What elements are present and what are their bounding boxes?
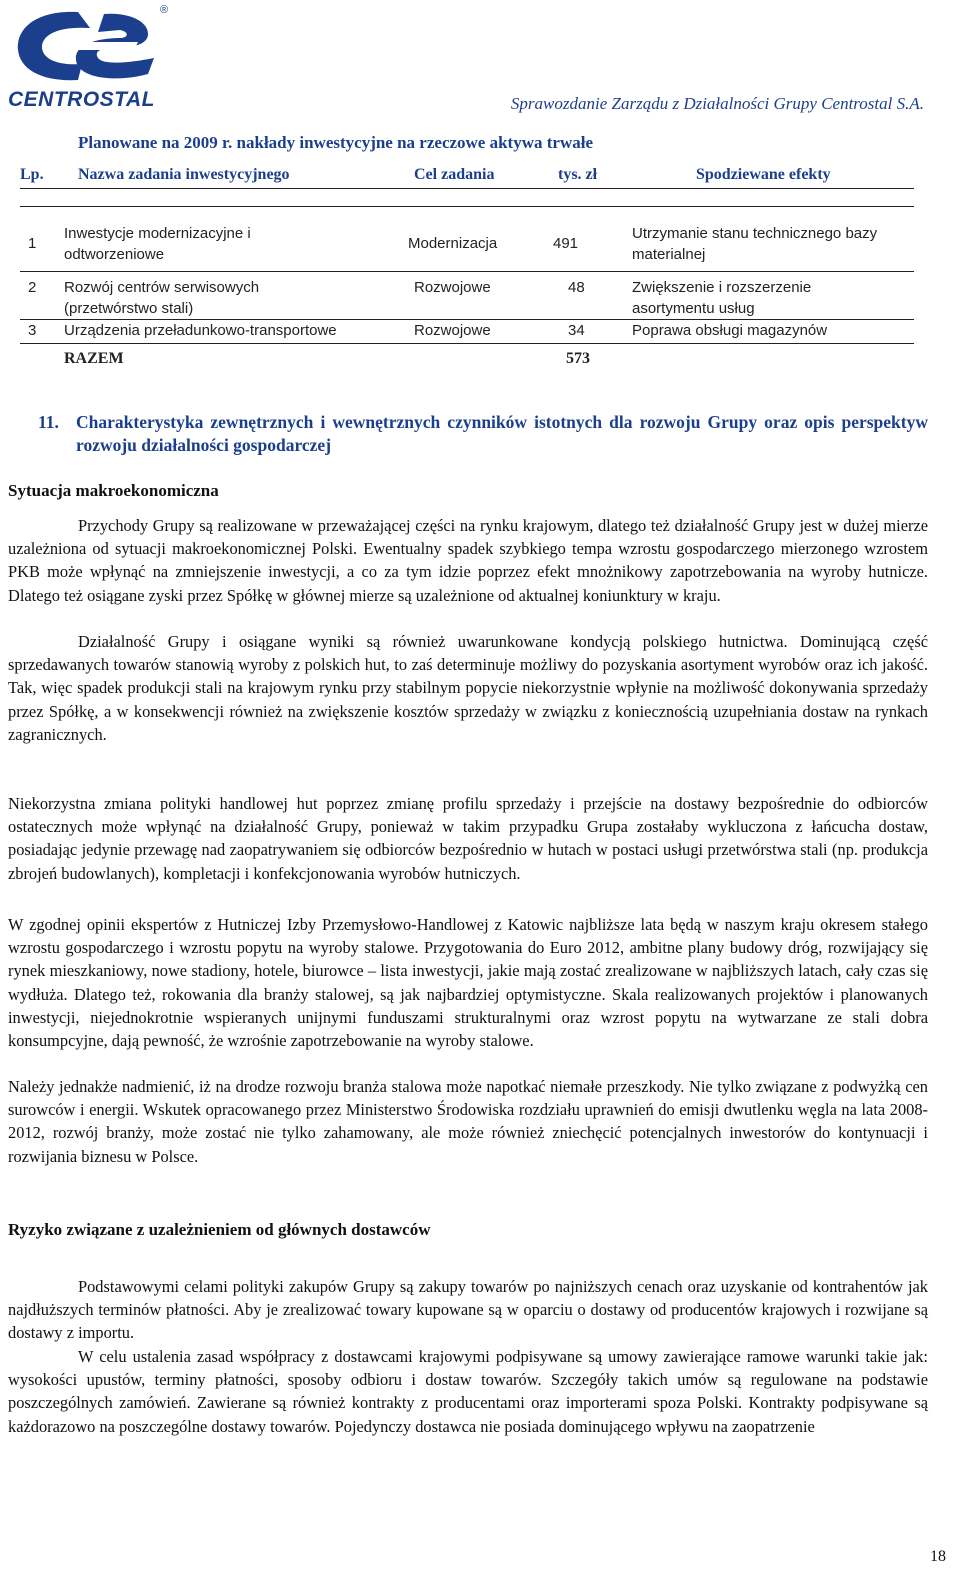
- page-number: 18: [930, 1548, 946, 1565]
- registered-mark: ®: [160, 4, 169, 16]
- table-row-1-goal: Modernizacja: [408, 235, 498, 252]
- section-11-number: 11.: [38, 412, 59, 432]
- investment-plan-title: Planowane na 2009 r. nakłady inwestycyjne na rzeczowe aktywa trwałe: [78, 133, 593, 152]
- col-goal: Cel zadania: [414, 166, 495, 183]
- table-row-1-name-2: odtworzeniowe: [64, 246, 165, 263]
- table-row-2-name-2: (przetwórstwo stali): [64, 300, 194, 317]
- macro-paragraph-5: Należy jednakże nadmienić, iż na drodze rozwoju branża stalowa może napotkać niemałe przeszkody. Nie tylko związane z podwyżką cen surowców i energii. Wskutek opracowanego przez Ministerstwo Środowiska rozdziału uprawnień do emisji dwutlenku węgla na lata 2008-2012, rozwój branży, może zostać nie tylko zahamowany, ale może również zniechęcić potencjalnych inwestorów do kontynuacji i rozwijania biznesu w Polsce.: [8, 1077, 928, 1166]
- macro-paragraph-1: Przychody Grupy są realizowane w przeważającej części na rynku krajowym, dlatego też działalność Grupy jest w dużej mierze uzależniona od sytuacji makroekonomicznej Polski. Ewentualny spadek szybkiego tempa wzrostu gospodarczego mierzonego wzrostem PKB może wpłynąć na zmniejszenie inwestycji, a co za tym idzie poprzez efekt mnożnikowy zapotrzebowania na wyroby hutnicze. Dlatego też osiągane zyski przez Spółkę w głównej mierze są uzależnione od aktualnej koniunktury w kraju.: [8, 516, 928, 605]
- table-row-3-amount: 34: [568, 322, 585, 339]
- macro-paragraph-4: W zgodnej opinii ekspertów z Hutniczej Izby Przemysłowo-Handlowej z Katowic najbliższe lata będą w naszym kraju okresem stałego wzrostu gospodarczego i wzrostu popytu na wyroby stalowe. Przygotowania do Euro 2012, ambitne plany budowy dróg, rozwijający się rynek mieszkaniowy, nowe stadiony, hotele, biurowce – lista inwestycji, jakie mają zostać zrealizowane w najbliższych latach, cały czas się wydłuża. Dlatego też, rokowania dla branży stalowej, są jak najbardziej optymistyczne. Skala realizowanych projektów i planowanych inwestycji, niejednokrotnie wspieranych unijnymi funduszami strukturalnymi oraz wzrost popytu na wytwarzane ze stali dobra konsumpcyjne, dają pewność, że wzrośnie zapotrzebowanie na wyroby stalowe.: [8, 915, 928, 1051]
- table-row-3-name-1: Urządzenia przeładunkowo-transportowe: [64, 322, 337, 339]
- col-effects: Spodziewane efekty: [696, 166, 831, 183]
- section-11-title: Charakterystyka zewnętrznych i wewnętrznych czynników istotnych dla rozwoju Grupy oraz opis perspektyw rozwoju działalności gospodarczej: [76, 412, 928, 455]
- table-row-3-goal: Rozwojowe: [414, 322, 491, 339]
- macro-paragraph-3: Niekorzystna zmiana polityki handlowej hut poprzez zmianę profilu sprzedaży i przejście na dostawy bezpośrednie do odbiorców ostatecznych może wpłynąć na działalność Grupy, ponieważ w takim przypadku Grupa zostałaby wykluczona z łańcucha dostaw, posiadając jedynie przewagę nad zaopatrywaniem się odbiorców bezpośrednio w hutach w postaci usługi przetwórstwa stali (np. produkcja zbrojeń budowlanych), kompletacji i konfekcjonowania wyrobów hutniczych.: [8, 794, 928, 883]
- table-row-3-lp: 3: [28, 322, 37, 339]
- table-row-2-amount: 48: [568, 279, 585, 296]
- section-11-heading: [38, 411, 928, 457]
- row-1-rule: [20, 271, 914, 272]
- table-row-2-name-1: Rozwój centrów serwisowych: [64, 279, 260, 296]
- col-amount: tys. zł: [558, 166, 598, 183]
- table-row-1-effects-1: Utrzymanie stanu technicznego bazy: [632, 225, 878, 242]
- table-row-1-effects-2: materialnej: [632, 246, 706, 263]
- macro-paragraph-2: Działalność Grupy i osiągane wyniki są również uwarunkowane kondycją polskiego hutnictwa. Dominującą część sprzedawanych towarów stanowią wyroby z polskich hut, to zaś determinuje możliwy do pozyskania asortyment wyrobów oraz ich jakość. Tak, więc spadek produkcji stali na krajowym rynku przy stabilnym popycie niekorzystnie wpłynie na możliwość dokonywania sprzedaży przez Spółkę, a w konsekwencji również na zwiększenie kosztów sprzedaży w związku z koniecznością uzupełniania dostaw na rynkach zagranicznych.: [8, 632, 928, 744]
- suppliers-paragraph-2: W celu ustalenia zasad współpracy z dostawcami krajowymi podpisywane są umowy zawierające ramowe warunki takie jak: wysokości upustów, terminy płatności, sposoby odbioru i dostaw towarów. Szczegóły takich umów są regulowane na podstawie poszczególnych zamówień. Zawierane są również kontrakty z producentami oraz importerami spoza Polski. Kontrakty podpisywane są każdorazowo na poszczególne dostawy towarów. Pojedynczy dostawca nie posiada dominującego wpływu na zaopatrzenie: [8, 1347, 928, 1436]
- table-row-1-name-1: Inwestycje modernizacyjne i: [64, 225, 251, 242]
- table-row-2-lp: 2: [28, 279, 37, 296]
- table-row-1-amount: 491: [553, 235, 579, 252]
- row-3-rule: [20, 343, 914, 344]
- table-row-1-lp: 1: [28, 235, 37, 252]
- col-lp: Lp.: [20, 166, 44, 183]
- table-row-2-goal: Rozwojowe: [414, 279, 491, 296]
- investment-table: [0, 0, 960, 380]
- macro-heading: Sytuacja makroekonomiczna: [8, 481, 219, 500]
- table-row-2-effects-1: Zwiększenie i rozszerzenie: [632, 279, 812, 296]
- col-name: Nazwa zadania inwestycyjnego: [78, 166, 290, 183]
- table-row-2-effects-2: asortymentu usług: [632, 300, 755, 317]
- total-label: RAZEM: [64, 350, 124, 367]
- suppliers-heading: Ryzyko związane z uzależnieniem od głównych dostawców: [8, 1220, 431, 1239]
- logo-text: CENTROSTAL: [8, 88, 155, 111]
- total-amount: 573: [566, 350, 590, 367]
- row-2-rule: [20, 319, 914, 320]
- table-row-3-effects-1: Poprawa obsługi magazynów: [632, 322, 828, 339]
- report-title: Sprawozdanie Zarządu z Działalności Grupy Centrostal S.A.: [510, 94, 924, 113]
- suppliers-paragraph-1: Podstawowymi celami polityki zakupów Grupy są zakupy towarów po najniższych cenach oraz uzyskanie od kontrahentów jak najdłuższych terminów płatności. Aby je zrealizować towary kupowane są w oparciu o dostawy od producentów krajowych i rozwijane są dostawy z importu.: [8, 1277, 928, 1343]
